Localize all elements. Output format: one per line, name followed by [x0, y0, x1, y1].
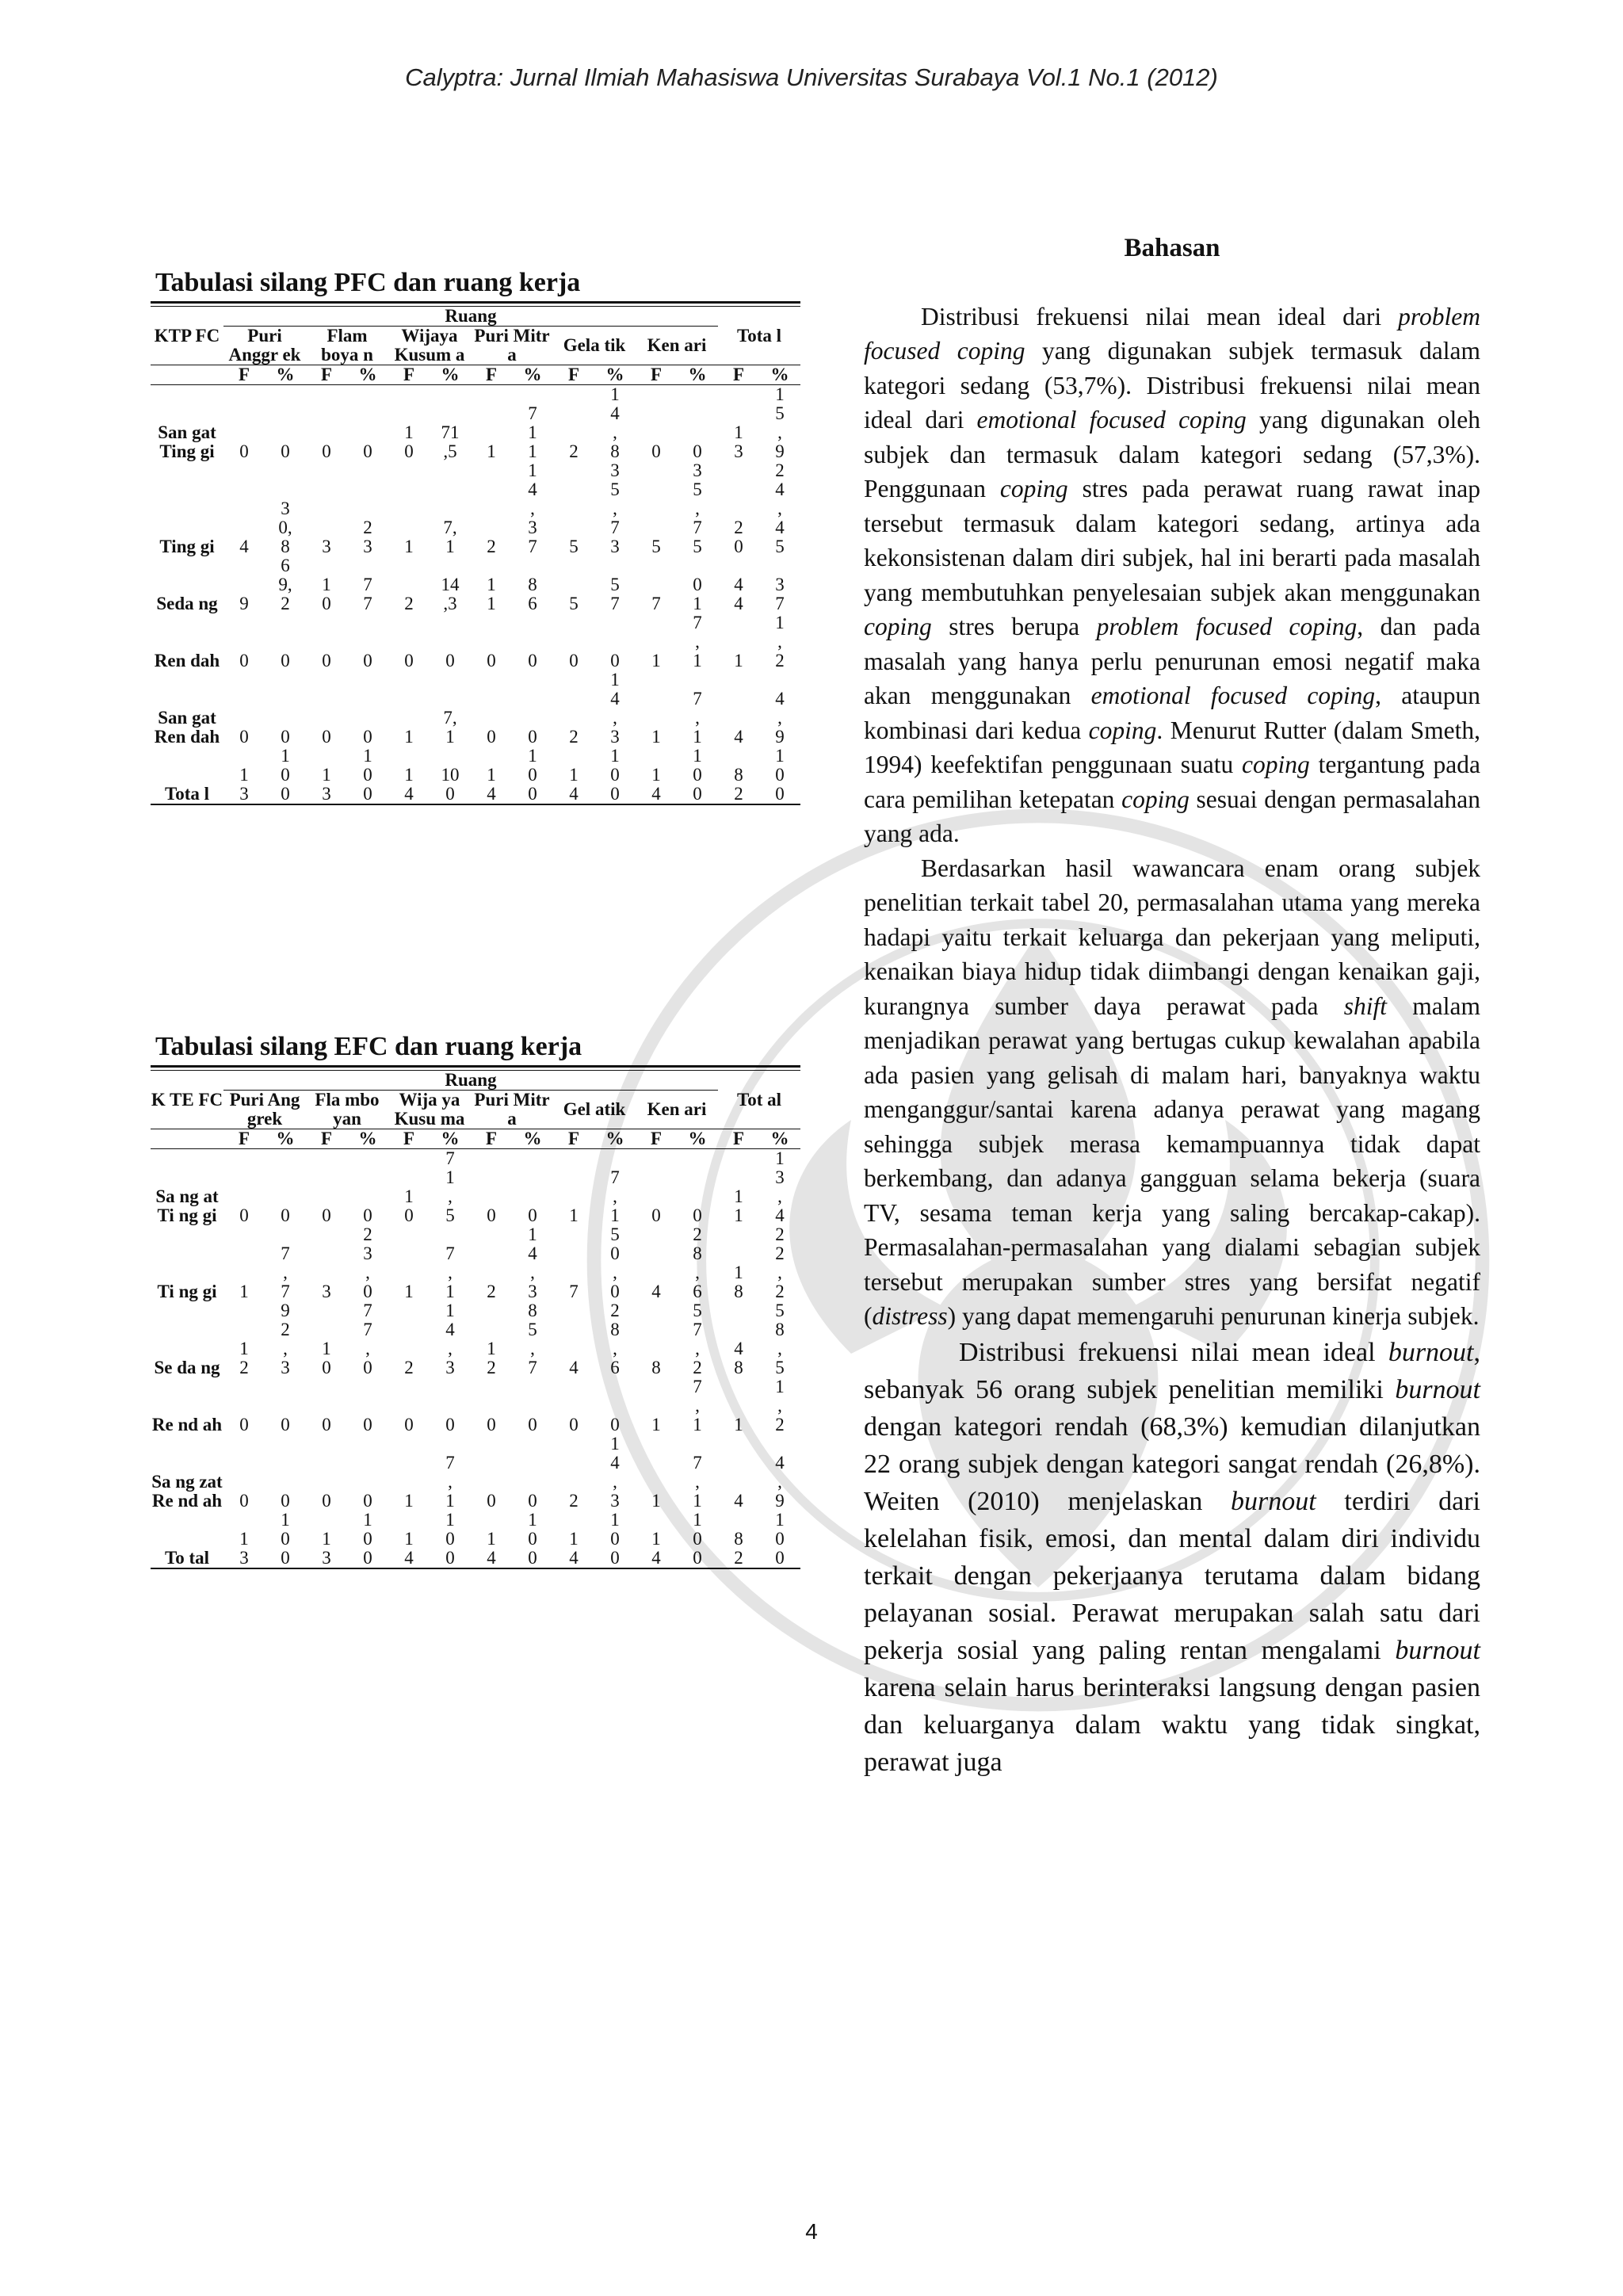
- table-efc-block: [151, 1032, 800, 1569]
- table-row: [151, 1435, 800, 1511]
- table-cell: 0: [487, 727, 496, 747]
- table-cell: 7 7: [363, 575, 372, 613]
- table-row: [151, 385, 800, 462]
- table-cell: 1 0: [322, 575, 331, 613]
- table-cell: 1 4 , 8: [610, 384, 620, 461]
- table-cell: 0: [239, 441, 249, 461]
- percent-header: %: [594, 365, 636, 385]
- table-cell: 1 3: [306, 1511, 347, 1568]
- paragraph: Distribusi frekuensi nilai mean ideal burnout, sebanyak 56 orang subjek penelitian memiliki burnout dengan kategori rendah (68,3%) kemudian dilanjutkan 22 orang subjek dengan kategori sangat rendah (26,8%). Weiten (2010) menjelaskan burnout terdiri dari kelelahan fisik, emosi, dan mental dalam diri individu terkait dengan pekerjaanya terutama dalam bidang pelayanan sosial. Perawat merupakan salah satu dari pekerja sosial yang paling rentan mengalami burnout karena selain harus berinteraksi langsung dengan pasien dan keluarganya dalam waktu yang tidak singkat, perawat juga: [864, 1337, 1480, 1777]
- table-corner: K TE FC: [151, 1089, 223, 1110]
- table-cell: 0: [404, 1415, 414, 1435]
- table-pfc-title: Tabulasi silang PFC dan ruang kerja: [155, 268, 581, 297]
- percent-header: %: [759, 1129, 800, 1149]
- table-cell: 0: [363, 651, 372, 670]
- table-row: [151, 1149, 800, 1226]
- table-cell: 1: [404, 1491, 414, 1511]
- table-cell: 0: [363, 727, 372, 747]
- table-cell: 0: [651, 1205, 661, 1225]
- table-cell: 2 8 , 6: [610, 1301, 620, 1377]
- table-row: [151, 461, 800, 556]
- table-cell: 2 0: [734, 518, 743, 556]
- table-cell: 1: [651, 651, 661, 670]
- table-cell: 2: [404, 594, 414, 613]
- table-cell: 4: [734, 727, 743, 747]
- table-cell: 2 3: [363, 518, 372, 556]
- percent-header: %: [677, 365, 718, 385]
- table-cell: 0: [322, 441, 331, 461]
- percent-header: %: [759, 365, 800, 385]
- table-cell: 0: [363, 1205, 372, 1225]
- table-cell: 1 4: [636, 1511, 677, 1568]
- table-cell: 9: [239, 594, 249, 613]
- table-cell: 1 4: [471, 747, 512, 804]
- table-cell: 2: [569, 727, 579, 747]
- room-header: Fla mbo yan: [315, 1090, 380, 1129]
- table-cell: 1 0: [404, 1186, 414, 1225]
- table-cell: 1: [404, 1282, 414, 1301]
- frequency-header: F: [471, 1129, 512, 1149]
- table-cell: 1 3: [223, 747, 265, 804]
- row-label: Sa ng at Ti ng gi: [155, 1186, 219, 1225]
- table-cell: 0: [487, 1491, 496, 1511]
- table-cell: 5: [651, 537, 661, 556]
- percent-header: %: [347, 365, 388, 385]
- row-label: To tal: [151, 1511, 223, 1568]
- table-cell: 1 3 , 4: [775, 1148, 785, 1225]
- discussion-column: [864, 231, 1480, 1781]
- table-cell: 1: [651, 727, 661, 747]
- table-cell: 1 2: [487, 1339, 496, 1377]
- table-cell: 1 4 , 3: [610, 1434, 620, 1511]
- table-cell: 0: [693, 441, 702, 461]
- table-cell: 0: [528, 1415, 537, 1435]
- table-cell: 1 3: [223, 1511, 265, 1568]
- table-row: [151, 556, 800, 613]
- table-row: [151, 747, 800, 804]
- table-cell: 1 4: [471, 1511, 512, 1568]
- table-cell: 1 4: [636, 747, 677, 804]
- table-cell: 1 4: [553, 1511, 594, 1568]
- table-cell: 0: [487, 651, 496, 670]
- frequency-header: F: [718, 365, 759, 385]
- table-cell: 1: [734, 1415, 743, 1435]
- table-cell: 0: [569, 651, 579, 670]
- table-cell: 0: [322, 651, 331, 670]
- table-cell: 1: [487, 441, 496, 461]
- table-cell: 0: [363, 441, 372, 461]
- table-cell: 0: [322, 1491, 331, 1511]
- table-row: [151, 1377, 800, 1435]
- table-cell: 7 1 1: [528, 403, 537, 461]
- percent-header: %: [347, 1129, 388, 1149]
- table-cell: 9 2 , 3: [281, 1301, 290, 1377]
- table-cell: 5: [569, 537, 579, 556]
- table-cell: 3: [322, 537, 331, 556]
- table-cell: 0: [363, 1415, 372, 1435]
- room-header: Puri Ang grek: [229, 1090, 300, 1129]
- table-cell: 71 ,5: [441, 422, 460, 461]
- table-cell: 7 , 7: [281, 1244, 290, 1301]
- table-cell: 1 , 2: [775, 1377, 785, 1435]
- table-cell: 7 , 1: [693, 613, 702, 670]
- table-cell: 1 , 2: [775, 613, 785, 670]
- table-cell: 0: [363, 1491, 372, 1511]
- table-row: [151, 1511, 800, 1568]
- room-header: Ken ari: [647, 1099, 707, 1119]
- paragraph: Berdasarkan hasil wawancara enam orang subjek penelitian terkait tabel 20, permasalahan utama yang mereka hadapi yaitu terkait keluarga dan pekerjaan yang meliputi, kenaikan biaya hidup tidak diimbangi dengan kenaikan gaji, kurangnya sumber daya perawat pada shift malam menjadikan perawat yang bertugas cukup kewalahan apabila ada pasien yang gelisah di malam hari, banyaknya waktu menganggur/santai karena adanya perawat yang magang sehingga subjek merasa kemampuannya tidak dapat berkembang, dan adanya gangguan selama bekerja (suara TV, sesama teman kerja yang saling bercakap-cakap). Permasalahan-permasalahan yang dialami sebagian subjek tersebut merupakan sumber stres yang bersifat negatif (distress) yang dapat memengaruhi penurunan kinerja subjek.: [864, 854, 1481, 1330]
- table-cell: 1 0 0: [759, 747, 800, 804]
- table-cell: 4 8: [734, 1339, 743, 1377]
- table-cell: 3 0, 8: [278, 499, 292, 556]
- frequency-header: F: [636, 1129, 677, 1149]
- table-cell: 10 0: [430, 747, 471, 804]
- table-cell: 1 0 0: [347, 1511, 388, 1568]
- table-cell: 1 1: [734, 1186, 743, 1225]
- room-header: Wija ya Kusu ma: [394, 1090, 465, 1129]
- table-cell: 4 , 9: [775, 1453, 785, 1511]
- frequency-header: F: [388, 1129, 430, 1149]
- table-cell: 1 0: [322, 1339, 331, 1377]
- table-row: [151, 670, 800, 747]
- percent-header: %: [677, 1129, 718, 1149]
- table-cell: 0: [569, 1415, 579, 1435]
- table-cell: 1 4: [553, 747, 594, 804]
- table-cell: 7, 1: [443, 708, 457, 747]
- table-cell: 1 0 0: [265, 1511, 306, 1568]
- table-cell: 7 1 , 5: [445, 1148, 455, 1225]
- table-cell: 1: [569, 1205, 579, 1225]
- table-cell: 1 1: [487, 575, 496, 613]
- subhead-blank: [151, 365, 223, 385]
- row-label: Ting gi: [159, 537, 215, 556]
- table-cell: 0: [322, 1205, 331, 1225]
- table-cell: 7, 1: [443, 518, 457, 556]
- room-header: Puri Mitr a: [474, 326, 550, 365]
- table-cell: 1 0 0: [594, 747, 636, 804]
- table-cell: 3: [322, 1282, 331, 1301]
- table-cell: 1 0 0: [677, 747, 718, 804]
- table-cell: 2: [487, 1282, 496, 1301]
- table-cell: 1 0 0: [512, 1511, 553, 1568]
- row-label: Ren dah: [154, 651, 220, 670]
- table-cell: 1 4 , 3: [445, 1301, 455, 1377]
- table-cell: 7: [569, 1282, 579, 1301]
- subhead-blank: [151, 1129, 223, 1149]
- table-cell: 0: [239, 1415, 249, 1435]
- table-cell: 4: [651, 1282, 661, 1301]
- table-cell: 0: [281, 1415, 290, 1435]
- frequency-header: F: [636, 365, 677, 385]
- table-cell: 2 2 , 2: [775, 1224, 785, 1301]
- table-cell: 1 4: [388, 747, 430, 804]
- table-cell: 5 0 , 0: [610, 1224, 620, 1301]
- table-cell: 0: [445, 1415, 455, 1435]
- room-header: Wijaya Kusum a: [394, 326, 465, 365]
- table-cell: 2: [487, 537, 496, 556]
- frequency-header: F: [223, 1129, 265, 1149]
- table-cell: 0: [487, 1205, 496, 1225]
- running-header: Calyptra: Jurnal Ilmiah Mahasiswa Universitas Surabaya Vol.1 No.1 (2012): [405, 63, 1218, 91]
- table-cell: 7 , 1: [445, 1244, 455, 1301]
- table-cell: 1 0 0: [759, 1511, 800, 1568]
- group-header: Ruang: [223, 1071, 718, 1091]
- table-cell: 0: [528, 1491, 537, 1511]
- percent-header: %: [430, 365, 471, 385]
- table-efc-title: Tabulasi silang EFC dan ruang kerja: [155, 1032, 582, 1061]
- room-header: Flam boya n: [321, 326, 373, 365]
- table-cell: 1 2: [239, 1339, 249, 1377]
- table-cell: 8: [651, 1358, 661, 1377]
- table-cell: 7 , 1: [693, 689, 702, 747]
- table-cell: 4: [569, 1358, 579, 1377]
- table-cell: 2 3 , 0: [363, 1224, 372, 1301]
- table-cell: 0: [651, 441, 661, 461]
- row-label: Se da ng: [154, 1358, 220, 1377]
- table-cell: 14 ,3: [441, 575, 460, 613]
- frequency-header: F: [553, 365, 594, 385]
- table-cell: 1 4 , 3: [610, 670, 620, 747]
- table-cell: 3 5 , 7 3: [610, 460, 620, 556]
- table-cell: 0: [610, 651, 620, 670]
- table-cell: 8 2: [718, 1511, 759, 1568]
- table-cell: 5 7 , 2: [693, 1301, 702, 1377]
- table-cell: 5: [569, 594, 579, 613]
- table-cell: 1 0: [404, 422, 414, 461]
- percent-header: %: [512, 365, 553, 385]
- percent-header: %: [265, 365, 306, 385]
- table-cell: 7 7 , 0: [363, 1301, 372, 1377]
- table-cell: 1 0 0: [347, 747, 388, 804]
- row-label: Tota l: [151, 747, 223, 804]
- table-cell: 0: [610, 1415, 620, 1435]
- table-cell: 0: [487, 1415, 496, 1435]
- row-label: Ti ng gi: [157, 1282, 217, 1301]
- group-header: Ruang: [223, 307, 718, 327]
- table-cell: 5 8 , 5: [775, 1301, 785, 1377]
- row-label: Re nd ah: [151, 1415, 223, 1435]
- table-cell: 0: [322, 727, 331, 747]
- section-heading: Bahasan: [1124, 234, 1220, 262]
- frequency-header: F: [306, 1129, 347, 1149]
- frequency-header: F: [388, 365, 430, 385]
- table-cell: 2 8 , 6: [693, 1224, 702, 1301]
- table-cell: 0: [239, 651, 249, 670]
- table-cell: 0 1: [693, 575, 702, 613]
- room-header: Puri Mitr a: [474, 1090, 550, 1129]
- frequency-header: F: [471, 365, 512, 385]
- table-cell: 7 , 1: [445, 1453, 455, 1511]
- table-cell: 1 4: [388, 1511, 430, 1568]
- table-cell: 1: [404, 727, 414, 747]
- table-row: [151, 1225, 800, 1301]
- table-cell: 0: [239, 727, 249, 747]
- table-cell: 1 3: [306, 747, 347, 804]
- room-header: Gel atik: [563, 1099, 626, 1119]
- table-cell: 0: [322, 1415, 331, 1435]
- table-cell: 1: [734, 651, 743, 670]
- table-cell: 0: [528, 727, 537, 747]
- total-header: Tot al: [736, 1089, 782, 1110]
- frequency-header: F: [553, 1129, 594, 1149]
- frequency-header: F: [223, 365, 265, 385]
- table-cell: 2: [569, 441, 579, 461]
- table-cell: 1: [239, 1282, 249, 1301]
- room-header: Gela tik: [563, 335, 626, 355]
- total-header: Tota l: [736, 325, 782, 346]
- table-cell: 1 0 0: [594, 1511, 636, 1568]
- percent-header: %: [265, 1129, 306, 1149]
- table-cell: 4 4: [734, 575, 743, 613]
- table-cell: 0: [528, 651, 537, 670]
- table-cell: 1 0 0: [677, 1511, 718, 1568]
- table-cell: 4 , 9: [775, 689, 785, 747]
- table-cell: 2: [569, 1491, 579, 1511]
- row-label: San gat Ren dah: [154, 708, 220, 747]
- table-cell: 3 5 , 7 5: [693, 460, 702, 556]
- table-cell: 8 2: [718, 747, 759, 804]
- table-cell: 1 5 , 9: [775, 384, 785, 461]
- table-cell: 1 4 , 3: [528, 1224, 537, 1301]
- row-label: San gat Ting gi: [158, 422, 216, 461]
- table-cell: 0: [528, 1205, 537, 1225]
- table-cell: 0: [239, 1491, 249, 1511]
- table-cell: 1 4 , 3 7: [528, 460, 537, 556]
- room-header: Ken ari: [647, 335, 707, 355]
- table-pfc-ruang: [151, 307, 800, 805]
- table-cell: 0: [693, 1205, 702, 1225]
- table-cell: 0: [281, 651, 290, 670]
- table-cell: 2 4 , 4 5: [775, 460, 785, 556]
- table-row: [151, 1301, 800, 1377]
- table-cell: 0: [239, 1205, 249, 1225]
- table-cell: 3 7: [775, 575, 785, 613]
- row-label: Sa ng zat Re nd ah: [151, 1472, 223, 1511]
- table-efc-ruang: [151, 1071, 800, 1569]
- table-cell: 4: [239, 537, 249, 556]
- table-cell: 0: [404, 651, 414, 670]
- table-cell: 1: [651, 1491, 661, 1511]
- table-cell: 1 0 0: [430, 1511, 471, 1568]
- table-cell: 0: [281, 1491, 290, 1511]
- percent-header: %: [594, 1129, 636, 1149]
- paragraph: Distribusi frekuensi nilai mean ideal dari problem focused coping yang digunakan subjek termasuk dalam kategori sedang (53,7%). Distribusi frekuensi nilai mean ideal dari emotional focused coping yang digunakan oleh subjek dan termasuk dalam kategori sedang (57,3%). Penggunaan coping stres pada perawat ruang rawat inap tersebut termasuk dalam kategori sedang, artinya ada kekonsistenan dalam diri subjek, hal ini berarti pada masalah yang membutuhkan penyelesaian subjek akan menggunakan coping stres berupa problem focused coping, dan pada masalah yang hanya perlu penurunan emosi negatif maka akan menggunakan emotional focused coping, ataupun kombinasi dari kedua coping. Menurut Rutter (dalam Smeth, 1994) keefektifan penggunaan suatu coping tergantung pada cara pemilihan ketepatan coping sesuai dengan permasalahan yang ada.: [864, 302, 1481, 847]
- table-cell: 0: [281, 441, 290, 461]
- table-row: [151, 613, 800, 670]
- table-cell: 1: [651, 1415, 661, 1435]
- table-cell: 7 , 1: [693, 1453, 702, 1511]
- table-cell: 6 9, 2: [278, 556, 292, 613]
- table-cell: 0: [445, 651, 455, 670]
- table-cell: 1 0 0: [512, 747, 553, 804]
- table-cell: 4: [734, 1491, 743, 1511]
- row-label: Seda ng: [156, 594, 218, 613]
- table-cell: 7 , 1: [693, 1377, 702, 1435]
- table-cell: 7 , 1: [610, 1167, 620, 1225]
- table-cell: 0: [281, 1205, 290, 1225]
- table-pfc-block: [151, 268, 800, 805]
- table-corner: KTP FC: [154, 325, 220, 346]
- table-cell: 7: [651, 594, 661, 613]
- table-cell: 1 3: [734, 422, 743, 461]
- table-cell: 1: [404, 537, 414, 556]
- percent-header: %: [430, 1129, 471, 1149]
- table-cell: 2: [404, 1358, 414, 1377]
- table-cell: 0: [281, 727, 290, 747]
- frequency-header: F: [306, 365, 347, 385]
- frequency-header: F: [718, 1129, 759, 1149]
- table-cell: 8 5 , 7: [528, 1301, 537, 1377]
- page-number: 4: [805, 2219, 818, 2244]
- table-cell: 1 0 0: [265, 747, 306, 804]
- table-cell: 1 8: [734, 1263, 743, 1301]
- table-cell: 5 7: [610, 575, 620, 613]
- table-cell: 8 6: [528, 575, 537, 613]
- room-header: Puri Anggr ek: [228, 326, 301, 365]
- percent-header: %: [512, 1129, 553, 1149]
